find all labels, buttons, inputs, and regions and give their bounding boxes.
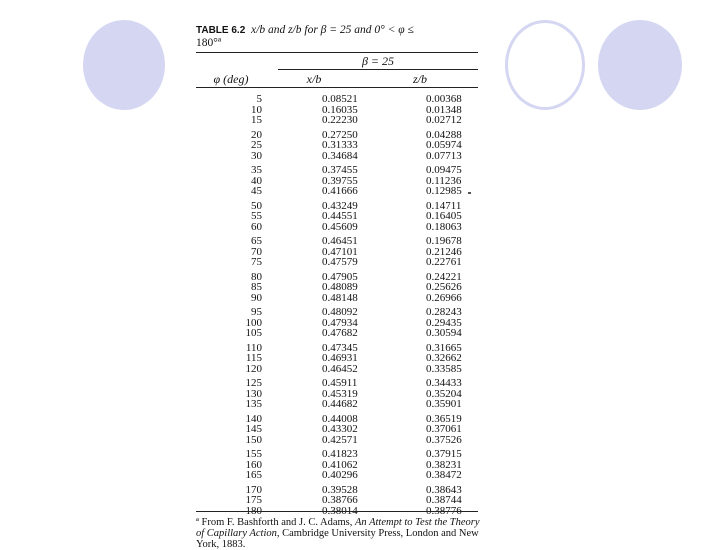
cell-x-over-b: 0.47934 [322, 316, 358, 329]
table-footnote [196, 517, 486, 550]
cell-x-over-b: 0.16035 [322, 103, 358, 116]
cell-phi: 170 [245, 483, 262, 496]
cell-z-over-b: 0.37061 [426, 423, 462, 435]
table-row [196, 211, 478, 222]
footnote-title: An Attempt to Test the Theory of Capillary Action [196, 517, 480, 539]
cell-phi: 150 [245, 433, 262, 446]
cell-z-over-b: 0.25626 [426, 281, 462, 293]
decorative-circle-left [83, 20, 165, 110]
cell-x-over-b: 0.08521 [322, 93, 358, 105]
cell-phi: 40 [251, 174, 262, 187]
cell-z-over-b: 0.38231 [426, 458, 462, 471]
cell-phi: 180 [245, 504, 262, 517]
cell-phi: 100 [245, 316, 262, 329]
cell-x-over-b: 0.46451 [322, 235, 358, 247]
cell-phi: 135 [245, 398, 262, 410]
cell-z-over-b: 0.31665 [426, 341, 462, 354]
cell-z-over-b: 0.18063 [426, 220, 462, 233]
cell-x-over-b: 0.44682 [322, 398, 358, 410]
cell-phi: 95 [251, 306, 262, 318]
cell-z-over-b: 0.29435 [426, 316, 462, 329]
cell-phi: 10 [251, 103, 262, 116]
cell-phi: 175 [245, 494, 262, 506]
beta-group-header: β = 25 [361, 54, 395, 68]
cell-z-over-b: 0.36519 [426, 412, 462, 425]
footnote-suffix: , Cambridge University Press, London and New York, 1883. [196, 528, 479, 550]
cell-z-over-b: 0.38744 [426, 494, 462, 506]
cell-phi: 160 [245, 458, 262, 471]
cell-x-over-b: 0.46931 [322, 352, 358, 364]
cell-x-over-b: 0.39528 [322, 483, 358, 496]
cell-phi: 105 [245, 327, 262, 339]
cell-phi: 80 [251, 270, 262, 283]
cell-z-over-b: 0.38643 [426, 483, 462, 496]
cell-x-over-b: 0.45609 [322, 220, 358, 233]
cell-x-over-b: 0.45319 [322, 387, 358, 400]
cell-x-over-b: 0.44551 [322, 210, 358, 222]
cell-x-over-b: 0.41823 [322, 448, 358, 460]
cell-z-over-b: 0.02712 [426, 114, 462, 126]
cell-z-over-b: 0.14711 [426, 199, 462, 212]
scan-speck [468, 192, 471, 194]
cell-phi: 120 [245, 362, 262, 375]
cell-x-over-b: 0.43249 [322, 199, 358, 212]
table-row [196, 236, 478, 247]
cell-phi: 145 [245, 423, 262, 435]
table-row [196, 115, 478, 126]
cell-x-over-b: 0.37455 [322, 164, 358, 176]
cell-x-over-b: 0.45911 [322, 377, 358, 389]
cell-z-over-b: 0.16405 [426, 210, 462, 222]
cell-phi: 30 [251, 149, 262, 162]
cell-phi: 55 [251, 210, 262, 222]
cell-x-over-b: 0.43302 [322, 423, 358, 435]
cell-z-over-b: 0.24221 [426, 270, 462, 283]
cell-z-over-b: 0.19678 [426, 235, 462, 247]
cell-z-over-b: 0.21246 [426, 245, 462, 258]
cell-z-over-b: 0.38776 [426, 504, 462, 517]
cell-z-over-b: 0.35204 [426, 387, 462, 400]
cell-x-over-b: 0.47345 [322, 341, 358, 354]
cell-phi: 60 [251, 220, 262, 233]
cell-x-over-b: 0.47101 [322, 245, 358, 258]
cell-z-over-b: 0.37915 [426, 448, 462, 460]
cell-z-over-b: 0.22761 [426, 256, 462, 268]
cell-phi: 20 [251, 128, 262, 141]
cell-x-over-b: 0.40296 [322, 469, 358, 481]
table-caption-continuation: 180°ª [196, 37, 222, 49]
cell-x-over-b: 0.27250 [322, 128, 358, 141]
table-row [196, 94, 478, 105]
table-row [196, 222, 478, 233]
cell-x-over-b: 0.38014 [322, 504, 358, 517]
cell-phi: 35 [251, 164, 262, 176]
cell-z-over-b: 0.26966 [426, 291, 462, 304]
cell-x-over-b: 0.47579 [322, 256, 358, 268]
cell-z-over-b: 0.28243 [426, 306, 462, 318]
cell-x-over-b: 0.47682 [322, 327, 358, 339]
cell-z-over-b: 0.09475 [426, 164, 462, 176]
cell-x-over-b: 0.39755 [322, 174, 358, 187]
cell-z-over-b: 0.33585 [426, 362, 462, 375]
cell-phi: 50 [251, 199, 262, 212]
table-row [196, 399, 478, 410]
cell-z-over-b: 0.37526 [426, 433, 462, 446]
cell-phi: 90 [251, 291, 262, 304]
cell-z-over-b: 0.12985 [426, 185, 462, 197]
scanned-table-page [178, 14, 480, 550]
cell-phi: 85 [251, 281, 262, 293]
cell-x-over-b: 0.44008 [322, 412, 358, 425]
footnote-mark: ª [196, 517, 199, 528]
table-row [196, 449, 478, 460]
cell-z-over-b: 0.07713 [426, 149, 462, 162]
cell-phi: 110 [245, 341, 262, 354]
cell-z-over-b: 0.04288 [426, 128, 462, 141]
table-row [196, 495, 478, 506]
cell-phi: 140 [245, 412, 262, 425]
cell-x-over-b: 0.46452 [322, 362, 358, 375]
table-rule-beta [278, 69, 478, 70]
cell-z-over-b: 0.01348 [426, 103, 462, 116]
column-header-z: z/b [412, 72, 427, 86]
table-row [196, 470, 478, 481]
footnote-prefix: From F. Bashforth and J. C. Adams, [198, 517, 355, 528]
cell-z-over-b: 0.00368 [426, 93, 462, 105]
decorative-ring-middle [505, 20, 585, 110]
cell-z-over-b: 0.35901 [426, 398, 462, 410]
cell-x-over-b: 0.41062 [322, 458, 358, 471]
table-body [196, 94, 478, 516]
cell-x-over-b: 0.34684 [322, 149, 358, 162]
cell-phi: 130 [245, 387, 262, 400]
cell-x-over-b: 0.38766 [322, 494, 358, 506]
cell-z-over-b: 0.32662 [426, 352, 462, 364]
table-row [196, 140, 478, 151]
cell-z-over-b: 0.34433 [426, 377, 462, 389]
cell-z-over-b: 0.05974 [426, 139, 462, 151]
table-caption [196, 24, 496, 50]
cell-phi: 75 [251, 256, 262, 268]
cell-z-over-b: 0.11236 [426, 174, 462, 187]
cell-x-over-b: 0.42571 [322, 433, 358, 446]
table-rule-bottom [196, 511, 478, 512]
cell-x-over-b: 0.41666 [322, 185, 358, 197]
cell-x-over-b: 0.48148 [322, 291, 358, 304]
cell-phi: 5 [256, 93, 262, 105]
cell-phi: 165 [245, 469, 262, 481]
table-caption-text: x/b and z/b for β = 25 and 0° < φ ≤ [251, 24, 414, 36]
table-row [196, 435, 478, 446]
column-header-phi: φ (deg) [213, 72, 249, 86]
cell-phi: 65 [251, 235, 262, 247]
cell-phi: 115 [245, 352, 262, 364]
table-row [196, 378, 478, 389]
cell-phi: 25 [251, 139, 262, 151]
table-row [196, 165, 478, 176]
table-row [196, 257, 478, 268]
cell-phi: 155 [245, 448, 262, 460]
cell-phi: 70 [251, 245, 262, 258]
table-row [196, 151, 478, 162]
table-rule-header [196, 87, 478, 88]
cell-z-over-b: 0.30594 [426, 327, 462, 339]
table-rule-top [196, 52, 478, 53]
cell-x-over-b: 0.22230 [322, 114, 358, 126]
table-row [196, 364, 478, 375]
cell-x-over-b: 0.48092 [322, 306, 358, 318]
cell-x-over-b: 0.47905 [322, 270, 358, 283]
table-row [196, 307, 478, 318]
table-row [196, 293, 478, 304]
table-row [196, 424, 478, 435]
table-row [196, 186, 478, 197]
decorative-circle-right [598, 20, 682, 110]
table-row [196, 282, 478, 293]
cell-phi: 125 [245, 377, 262, 389]
column-header-x: x/b [306, 72, 322, 86]
cell-x-over-b: 0.48089 [322, 281, 358, 293]
table-row [196, 328, 478, 339]
cell-z-over-b: 0.38472 [426, 469, 462, 481]
cell-phi: 45 [251, 185, 262, 197]
table-row [196, 353, 478, 364]
table-label: TABLE 6.2 [196, 25, 246, 36]
cell-phi: 15 [251, 114, 262, 126]
cell-x-over-b: 0.31333 [322, 139, 358, 151]
